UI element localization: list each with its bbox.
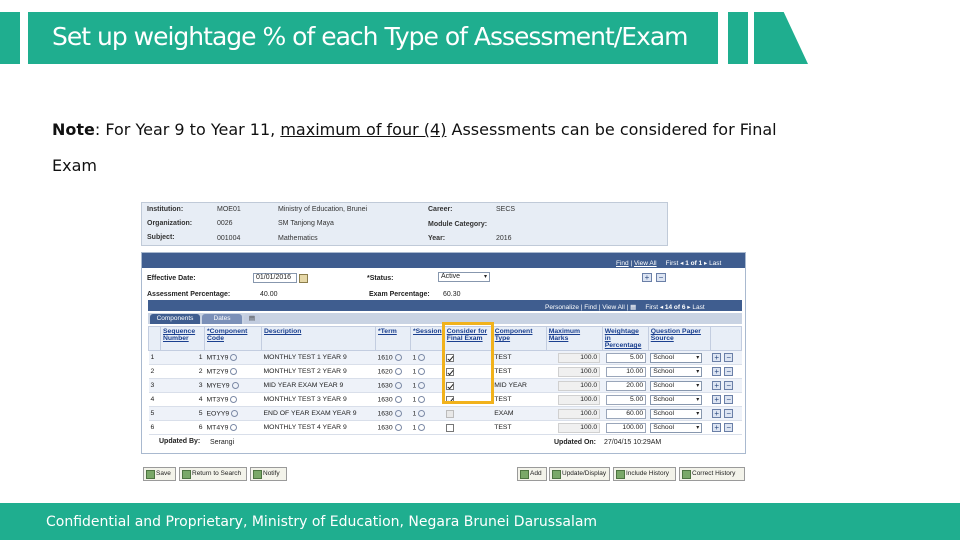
component-type-cell: TEST xyxy=(492,393,546,407)
session-cell[interactable] xyxy=(411,393,445,407)
final-exam-cell xyxy=(444,421,492,435)
row-actions-header xyxy=(710,327,741,351)
lookup-icon[interactable] xyxy=(230,354,237,361)
lookup-icon[interactable] xyxy=(395,368,402,375)
term-cell[interactable] xyxy=(376,379,411,393)
footer-text: Confidential and Proprietary, Ministry of Education, Negara Brunei Darussalam xyxy=(46,514,598,530)
status-label: *Status: xyxy=(367,275,394,282)
question-source-select[interactable]: School ▾ xyxy=(650,409,702,419)
exam-pct-value: 60.30 xyxy=(443,291,461,298)
lookup-icon[interactable] xyxy=(418,424,425,431)
component-code: MYEY9 xyxy=(206,382,230,390)
status-value: Active xyxy=(441,273,461,280)
career-label: Career: xyxy=(428,206,453,213)
next-arrow-icon[interactable]: ▸ xyxy=(703,260,708,267)
sequence-cell: 6 xyxy=(161,421,205,435)
final-exam-checkbox[interactable] xyxy=(446,424,454,432)
delete-row-icon[interactable]: − xyxy=(724,367,733,376)
term-value: 1630 xyxy=(377,410,393,418)
row-actions-cell xyxy=(710,393,741,407)
component-code-cell[interactable] xyxy=(205,365,262,379)
component-code-cell[interactable] xyxy=(205,351,262,365)
update-display-button[interactable]: Update/Display xyxy=(549,467,610,481)
col-session[interactable]: *Session xyxy=(411,327,445,351)
grid-nav xyxy=(545,303,705,311)
return-to-search-button[interactable]: Return to Search xyxy=(179,467,247,481)
prev-arrow-icon[interactable]: ◂ xyxy=(680,260,684,267)
term-value: 1620 xyxy=(377,368,393,376)
description-cell: END OF YEAR EXAM YEAR 9 xyxy=(262,407,376,421)
row-number: 6 xyxy=(149,421,161,435)
question-source-select[interactable]: School ▾ xyxy=(650,395,702,405)
add-row-icon[interactable]: + xyxy=(712,395,721,404)
delete-row-icon[interactable]: − xyxy=(656,273,666,282)
col-component-type[interactable]: Component Type xyxy=(492,327,546,351)
component-code-cell[interactable] xyxy=(205,421,262,435)
source-cell[interactable] xyxy=(648,393,710,407)
lookup-icon[interactable] xyxy=(395,424,402,431)
note-label: Note xyxy=(52,120,95,139)
question-source-select[interactable]: School ▾ xyxy=(650,353,702,363)
term-cell[interactable] xyxy=(376,421,411,435)
first-link[interactable]: First xyxy=(665,260,679,267)
note-underlined: maximum of four (4) xyxy=(280,120,447,139)
row-number-header xyxy=(149,327,161,351)
calendar-icon[interactable] xyxy=(299,274,308,283)
lookup-icon[interactable] xyxy=(418,396,425,403)
max-marks-cell[interactable] xyxy=(546,365,602,379)
delete-row-icon[interactable]: − xyxy=(724,353,733,362)
row-actions-cell xyxy=(710,407,741,421)
session-value: 1 xyxy=(412,382,417,390)
row-actions-cell xyxy=(710,351,741,365)
save-button[interactable]: Save xyxy=(143,467,176,481)
term-value: 1630 xyxy=(377,382,393,390)
max-marks-cell[interactable] xyxy=(546,393,602,407)
view-all-link[interactable]: View All xyxy=(633,260,657,267)
max-marks-input[interactable]: 100.0 xyxy=(558,381,600,391)
component-code: MT2Y9 xyxy=(206,368,229,376)
col-question-source[interactable]: Question Paper Source xyxy=(648,327,710,351)
effective-date-label: Effective Date: xyxy=(147,275,196,282)
exam-pct-label: Exam Percentage: xyxy=(369,291,430,298)
weightage-cell[interactable] xyxy=(602,351,648,365)
institution-value: MOE01 xyxy=(217,206,241,213)
col-weightage[interactable]: Weightage in Percentage xyxy=(602,327,648,351)
sequence-cell: 1 xyxy=(161,351,205,365)
chevron-down-icon: ▾ xyxy=(483,274,487,280)
max-marks-input[interactable]: 100.0 xyxy=(558,423,600,433)
subject-value: 001004 xyxy=(217,235,241,242)
institution-name: Ministry of Education, Brunei xyxy=(278,206,368,213)
subject-label: Subject: xyxy=(147,234,175,241)
assessment-pct-value: 40.00 xyxy=(260,291,278,298)
max-marks-input[interactable]: 100.0 xyxy=(558,353,600,363)
session-cell[interactable] xyxy=(411,379,445,393)
session-cell[interactable] xyxy=(411,365,445,379)
sequence-cell: 5 xyxy=(161,407,205,421)
sequence-cell: 4 xyxy=(161,393,205,407)
term-cell[interactable] xyxy=(376,365,411,379)
session-value: 1 xyxy=(412,410,417,418)
updated-on-label: Updated On: xyxy=(554,439,596,446)
effective-date-input[interactable]: 01/01/2016 xyxy=(253,273,297,283)
organization-name: SM Tanjong Maya xyxy=(278,220,334,227)
grid-next-icon[interactable]: ▸ xyxy=(687,304,691,311)
row-number: 2 xyxy=(149,365,161,379)
include-history-button[interactable]: Include History xyxy=(613,467,676,481)
row-number: 1 xyxy=(149,351,161,365)
note-paragraph xyxy=(52,112,812,184)
subject-name: Mathematics xyxy=(278,235,318,242)
session-cell[interactable] xyxy=(411,421,445,435)
max-marks-input[interactable]: 100.0 xyxy=(558,367,600,377)
lookup-icon[interactable] xyxy=(418,382,425,389)
delete-row-icon[interactable]: − xyxy=(724,381,733,390)
component-code: EOYY9 xyxy=(206,410,230,418)
weightage-cell[interactable] xyxy=(602,393,648,407)
table-row xyxy=(149,421,742,435)
description-cell: MONTHLY TEST 3 YEAR 9 xyxy=(262,393,376,407)
description-cell: MONTHLY TEST 4 YEAR 9 xyxy=(262,421,376,435)
component-type-cell: EXAM xyxy=(492,407,546,421)
final-exam-checkbox[interactable] xyxy=(446,410,454,418)
grid-first-link[interactable]: First xyxy=(645,304,658,311)
term-value: 1630 xyxy=(377,396,393,404)
updated-by-label: Updated By: xyxy=(159,438,201,445)
sequence-cell: 3 xyxy=(161,379,205,393)
question-source-select[interactable]: School ▾ xyxy=(650,423,702,433)
weightage-input[interactable]: 20.00 xyxy=(606,381,646,391)
max-marks-cell[interactable] xyxy=(546,421,602,435)
weightage-cell[interactable] xyxy=(602,407,648,421)
institution-label: Institution: xyxy=(147,206,184,213)
term-cell[interactable] xyxy=(376,407,411,421)
lookup-icon[interactable] xyxy=(230,424,237,431)
component-type-cell: TEST xyxy=(492,421,546,435)
description-cell: MONTHLY TEST 1 YEAR 9 xyxy=(262,351,376,365)
table-row xyxy=(149,407,742,421)
lookup-icon[interactable] xyxy=(418,410,425,417)
session-value: 1 xyxy=(412,396,417,404)
lookup-icon[interactable] xyxy=(395,410,402,417)
row-actions-cell xyxy=(710,365,741,379)
module-category-label: Module Category: xyxy=(428,221,488,228)
lookup-icon[interactable] xyxy=(395,354,402,361)
add-row-icon[interactable]: + xyxy=(712,367,721,376)
max-marks-cell[interactable] xyxy=(546,407,602,421)
lookup-icon[interactable] xyxy=(395,396,402,403)
add-row-icon[interactable]: + xyxy=(712,353,721,362)
session-value: 1 xyxy=(412,368,417,376)
panel-nav: Find | View All First ◂ 1 of 1 ▸ Last xyxy=(616,260,722,267)
grid-view-icon[interactable]: ▦ xyxy=(630,304,637,311)
component-type-cell: MID YEAR xyxy=(492,379,546,393)
info-panel xyxy=(141,202,668,246)
row-number: 4 xyxy=(149,393,161,407)
final-exam-highlight-box xyxy=(442,322,494,404)
row-number: 5 xyxy=(149,407,161,421)
col-description[interactable]: Description xyxy=(262,327,376,351)
col-sequence[interactable]: Sequence Number xyxy=(161,327,205,351)
note-text-1: : For Year 9 to Year 11, xyxy=(94,120,281,139)
component-code-cell[interactable] xyxy=(205,393,262,407)
max-marks-cell[interactable] xyxy=(546,379,602,393)
organization-value: 0026 xyxy=(217,220,233,227)
description-cell: MID YEAR EXAM YEAR 9 xyxy=(262,379,376,393)
grid-last-link[interactable]: Last xyxy=(692,304,705,311)
add-row-icon[interactable]: + xyxy=(642,273,652,282)
session-value: 1 xyxy=(412,354,417,362)
delete-row-icon[interactable]: − xyxy=(724,423,733,432)
year-value: 2016 xyxy=(496,235,512,242)
max-marks-cell[interactable] xyxy=(546,351,602,365)
grid-page-info: 14 of 6 xyxy=(664,304,686,311)
updated-on-value: 27/04/15 10:29AM xyxy=(604,439,662,446)
add-row-icon[interactable]: + xyxy=(712,409,721,418)
source-cell[interactable] xyxy=(648,407,710,421)
delete-row-icon[interactable]: − xyxy=(724,409,733,418)
tab-dates[interactable]: Dates xyxy=(202,314,242,324)
term-value: 1610 xyxy=(377,354,393,362)
col-maximum-marks[interactable]: Maximum Marks xyxy=(546,327,602,351)
career-value: SECS xyxy=(496,206,516,213)
slide-title: Set up weightage % of each Type of Assessment/Exam xyxy=(52,22,688,51)
term-value: 1630 xyxy=(377,424,393,432)
question-source-select[interactable]: School ▾ xyxy=(650,367,702,377)
max-marks-input[interactable]: 100.0 xyxy=(558,395,600,405)
weightage-cell[interactable] xyxy=(602,379,648,393)
page-info: 1 of 1 xyxy=(685,260,703,267)
notify-button[interactable]: Notify xyxy=(250,467,287,481)
max-marks-input[interactable]: 100.0 xyxy=(558,409,600,419)
session-cell[interactable] xyxy=(411,407,445,421)
term-cell[interactable] xyxy=(376,351,411,365)
decorative-wedge xyxy=(754,12,808,64)
delete-row-icon[interactable]: − xyxy=(724,395,733,404)
col-component-code[interactable]: *Component Code xyxy=(205,327,262,351)
tab-components[interactable]: Components xyxy=(150,314,200,324)
correct-history-button[interactable]: Correct History xyxy=(679,467,745,481)
find-link[interactable]: Find xyxy=(616,260,629,267)
sequence-cell: 2 xyxy=(161,365,205,379)
row-actions-cell xyxy=(710,379,741,393)
weightage-cell[interactable] xyxy=(602,421,648,435)
final-exam-cell xyxy=(444,407,492,421)
description-cell: MONTHLY TEST 2 YEAR 9 xyxy=(262,365,376,379)
lookup-icon[interactable] xyxy=(230,368,237,375)
source-cell[interactable] xyxy=(648,421,710,435)
source-cell[interactable] xyxy=(648,379,710,393)
lookup-icon[interactable] xyxy=(418,354,425,361)
term-cell[interactable] xyxy=(376,393,411,407)
lookup-icon[interactable] xyxy=(418,368,425,375)
add-button[interactable]: Add xyxy=(517,467,547,481)
weightage-input[interactable]: 100.00 xyxy=(606,423,646,433)
lookup-icon[interactable] xyxy=(232,382,239,389)
weightage-cell[interactable] xyxy=(602,365,648,379)
source-cell[interactable] xyxy=(648,365,710,379)
lookup-icon[interactable] xyxy=(231,410,238,417)
decorative-block xyxy=(728,12,748,64)
component-code-cell[interactable] xyxy=(205,407,262,421)
add-row-icon[interactable]: + xyxy=(712,423,721,432)
organization-label: Organization: xyxy=(147,220,193,227)
show-all-tabs-icon[interactable]: ▤ xyxy=(244,314,260,324)
status-select[interactable] xyxy=(438,272,490,282)
source-cell[interactable] xyxy=(648,351,710,365)
component-code: MT1Y9 xyxy=(206,354,229,362)
lookup-icon[interactable] xyxy=(230,396,237,403)
session-value: 1 xyxy=(412,424,417,432)
assessment-pct-label: Assessment Percentage: xyxy=(147,291,231,298)
grid-prev-icon[interactable]: ◂ xyxy=(659,304,664,311)
weightage-input[interactable]: 10.00 xyxy=(606,367,646,377)
component-type-cell: TEST xyxy=(492,365,546,379)
col-final-exam[interactable]: Consider for Final Exam xyxy=(444,327,492,351)
col-term[interactable]: *Term xyxy=(376,327,411,351)
grid-nav-links[interactable]: Personalize | Find | View All | xyxy=(545,304,629,311)
weightage-input[interactable]: 60.00 xyxy=(606,409,646,419)
weightage-input[interactable]: 5.00 xyxy=(606,395,646,405)
weightage-input[interactable]: 5.00 xyxy=(606,353,646,363)
component-code-cell[interactable] xyxy=(205,379,262,393)
note-text-2: Assessments can be considered for Final Exam xyxy=(52,120,777,175)
question-source-select[interactable]: School ▾ xyxy=(650,381,702,391)
row-number: 3 xyxy=(149,379,161,393)
last-link[interactable]: Last xyxy=(709,260,722,267)
component-type-cell: TEST xyxy=(492,351,546,365)
component-code: MT4Y9 xyxy=(206,424,229,432)
component-code: MT3Y9 xyxy=(206,396,229,404)
row-actions-cell xyxy=(710,421,741,435)
year-label: Year: xyxy=(428,235,446,242)
lookup-icon[interactable] xyxy=(395,382,402,389)
title-accent-bar xyxy=(0,12,20,64)
updated-by-value: Serangi xyxy=(210,439,235,446)
add-row-icon[interactable]: + xyxy=(712,381,721,390)
session-cell[interactable] xyxy=(411,351,445,365)
